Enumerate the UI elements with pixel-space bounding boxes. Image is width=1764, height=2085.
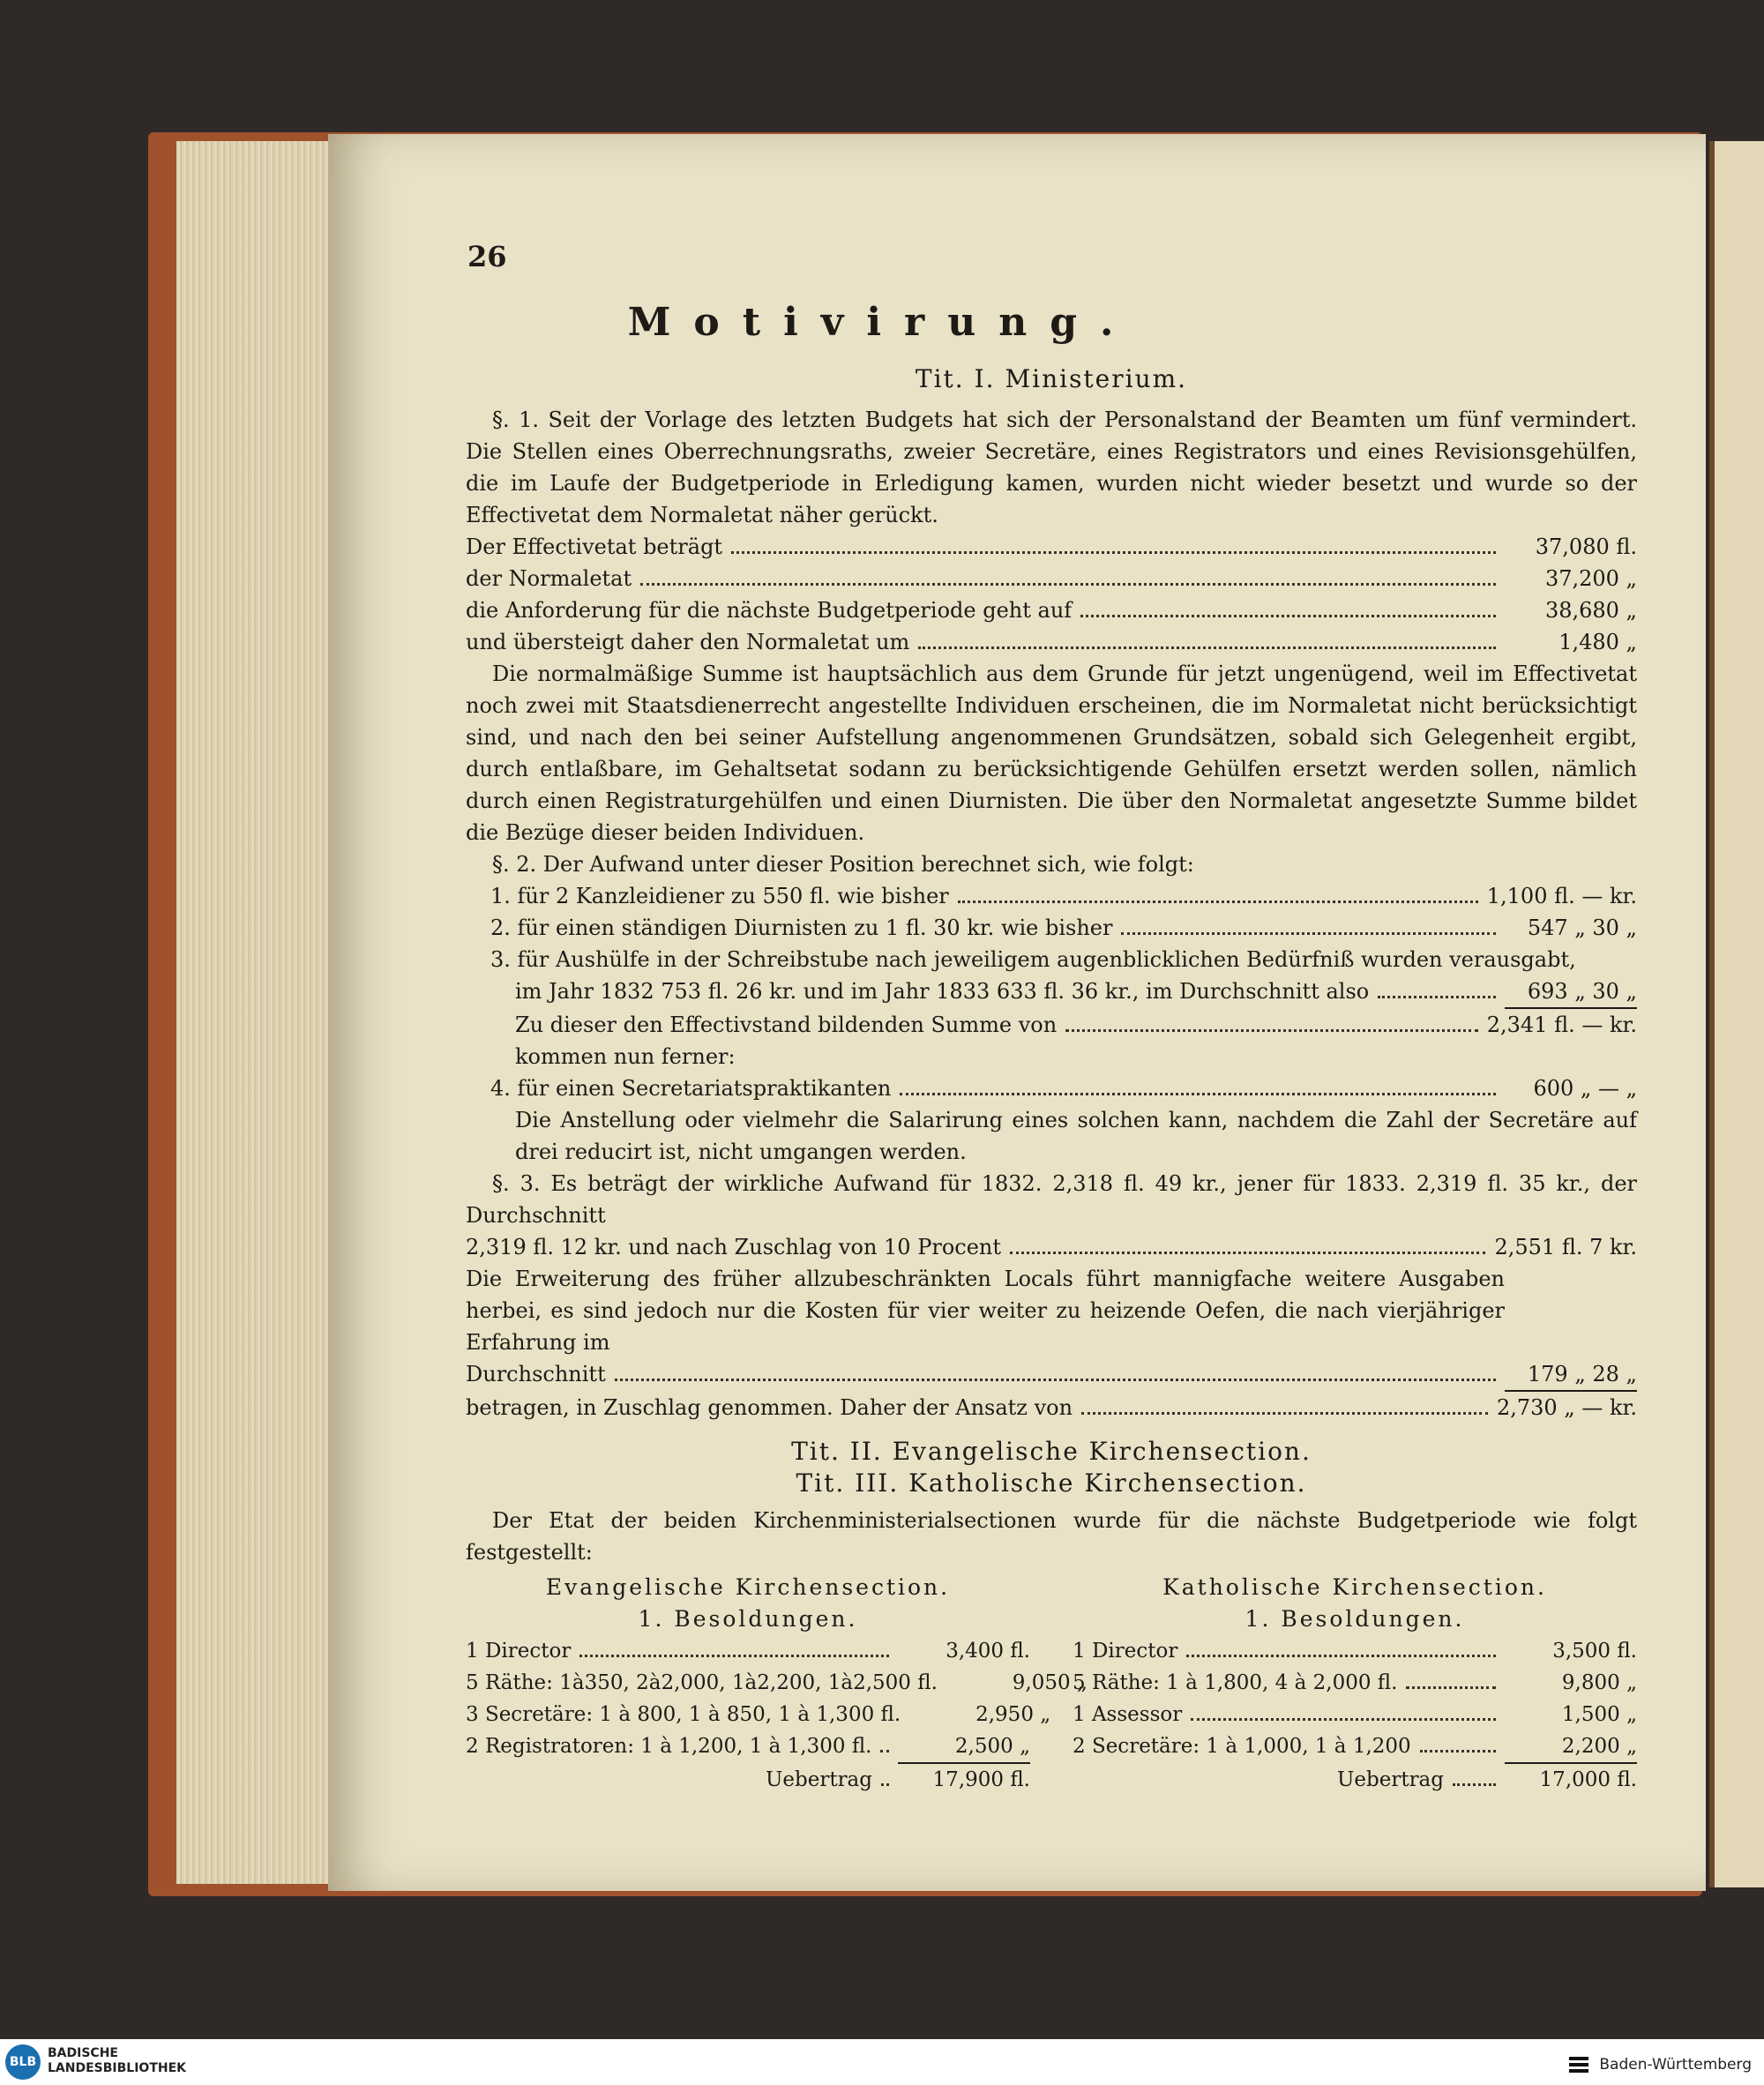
paragraph-etat: Der Etat der beiden Kirchenministerialsectionen wurde für die nächste Budgetperiode wie folgt festgestellt: bbox=[466, 1508, 1637, 1565]
paragraph-s1: §. 1. Seit der Vorlage des letzten Budgets hat sich der Personalstand der Beamten um fünf vermindert. Die Stellen eines Oberrechnungsraths, zweier Secretäre, eines Registrators und eines Revisionsgehülfen, die im Laufe der Budgetperiode in Erledigung kamen, wurden nicht wieder besetzt und wurde so der Effectivetat dem Normaletat näher gerückt. bbox=[466, 407, 1637, 527]
section-title-tit3: Tit. III. Katholische Kirchensection. bbox=[796, 1468, 1307, 1498]
salary-row bbox=[466, 1699, 1051, 1730]
ledger-value: 1,100 fl. — kr. bbox=[1486, 884, 1637, 908]
salary-value: 3,400 fl. bbox=[946, 1640, 1030, 1663]
leader-dots bbox=[1453, 1783, 1496, 1786]
salary-row bbox=[1073, 1635, 1637, 1667]
ledger-label: die Anforderung für die nächste Budgetperiode geht auf bbox=[466, 598, 1073, 623]
salary-total-value: 17,000 fl. bbox=[1539, 1768, 1637, 1791]
ledger-value: 1,480 „ bbox=[1558, 630, 1637, 654]
ledger-value: 37,080 fl. bbox=[1535, 534, 1637, 559]
leader-dots bbox=[1420, 1750, 1496, 1752]
section-title-tit2: Tit. II. Evangelische Kirchensection. bbox=[791, 1437, 1312, 1466]
ledger-effectivetat bbox=[466, 531, 1637, 658]
ledger-label: Durchschnitt bbox=[466, 1362, 606, 1386]
leader-dots bbox=[958, 901, 1478, 903]
leader-dots bbox=[900, 1093, 1496, 1095]
salary-row bbox=[1073, 1730, 1637, 1764]
ledger-row bbox=[466, 880, 1637, 912]
leader-dots bbox=[1080, 615, 1496, 617]
state-name: Baden-Württemberg bbox=[1599, 2056, 1752, 2074]
salary-total-value: 17,900 fl. bbox=[932, 1768, 1030, 1791]
evangelical-column bbox=[466, 1572, 1088, 1796]
ledger-row bbox=[466, 531, 1637, 563]
salary-value: 9,050 „ bbox=[1012, 1671, 1088, 1694]
salary-label: 5 Räthe: 1 à 1,800, 4 à 2,000 fl. bbox=[1073, 1671, 1398, 1694]
leader-dots bbox=[1081, 1412, 1488, 1415]
ledger-row bbox=[466, 594, 1637, 626]
ledger-row bbox=[466, 1358, 1637, 1392]
leader-dots bbox=[1186, 1655, 1496, 1657]
leader-dots bbox=[1065, 1029, 1478, 1032]
salary-label: 1 Director bbox=[1073, 1640, 1178, 1663]
state-lions-icon bbox=[1566, 2051, 1592, 2078]
salary-value: 3,500 fl. bbox=[1552, 1640, 1637, 1663]
salary-total-label: Uebertrag bbox=[1337, 1768, 1444, 1791]
column-subtitle: 1. Besoldungen. bbox=[638, 1606, 858, 1632]
ledger-value: 2,551 fl. 7 kr. bbox=[1494, 1235, 1637, 1259]
ledger-label: und übersteigt daher den Normaletat um bbox=[466, 630, 910, 654]
ledger-value: 38,680 „ bbox=[1544, 598, 1637, 623]
library-name-line2: LANDESBIBLIOTHEK bbox=[48, 2061, 187, 2075]
leader-dots bbox=[1406, 1686, 1496, 1689]
paragraph-s3: §. 3. Es beträgt der wirkliche Aufwand für 1832. 2,318 fl. 49 kr., jener für 1833. 2,319 fl. 35 kr., der Durchschnitt bbox=[466, 1171, 1637, 1228]
ledger-row bbox=[466, 1231, 1637, 1263]
leader-dots bbox=[880, 1750, 889, 1752]
paragraph-s2: §. 2. Der Aufwand unter dieser Position berechnet sich, wie folgt: bbox=[492, 852, 1194, 877]
salary-total-row bbox=[1073, 1764, 1637, 1796]
leader-dots bbox=[1191, 1718, 1496, 1721]
leader-dots bbox=[1121, 932, 1496, 935]
leader-dots bbox=[1378, 996, 1496, 998]
ledger-label: 2,319 fl. 12 kr. und nach Zuschlag von 10 Procent bbox=[466, 1235, 1002, 1259]
salary-value: 2,950 „ bbox=[975, 1703, 1051, 1726]
leader-dots bbox=[1010, 1252, 1485, 1254]
paragraph-s3-local: Die Erweiterung des früher allzubeschränkten Locals führt mannigfache weitere Ausgaben herbei, es sind jedoch nur die Kosten für vier weiter zu heizende Oefen, die nach vierjähriger Erfahrung im bbox=[466, 1267, 1505, 1355]
salary-label: 1 Director bbox=[466, 1640, 572, 1663]
ledger-label: Zu dieser den Effectivstand bildenden Summe von bbox=[515, 1013, 1058, 1037]
column-title: Evangelische Kirchensection. bbox=[545, 1574, 951, 1600]
ledger-label: 4. für einen Secretariatspraktikanten bbox=[490, 1076, 892, 1101]
facing-page-edge bbox=[1709, 141, 1764, 1887]
ledger-more-text: kommen nun ferner: bbox=[515, 1044, 736, 1069]
ledger-value: 693 „ 30 „ bbox=[1505, 975, 1637, 1009]
salary-row bbox=[1073, 1667, 1637, 1699]
ledger-label: der Normaletat bbox=[466, 566, 632, 591]
salary-value: 2,200 „ bbox=[1505, 1730, 1637, 1764]
ledger-value: 547 „ 30 „ bbox=[1527, 915, 1637, 940]
salary-value: 9,800 „ bbox=[1561, 1671, 1637, 1694]
leader-dots bbox=[640, 583, 1496, 586]
ledger-item3-text: 3. für Aushülfe in der Schreibstube nach jeweiligem augenblicklichen Bedürfniß wurden verausgabt, bbox=[490, 947, 1576, 972]
ledger-label: im Jahr 1832 753 fl. 26 kr. und im Jahr 1833 633 fl. 36 kr., im Durchschnitt also bbox=[515, 979, 1370, 1004]
ledger-label: 1. für 2 Kanzleidiener zu 550 fl. wie bisher bbox=[490, 884, 949, 908]
ledger-value: 179 „ 28 „ bbox=[1505, 1358, 1637, 1392]
paragraph-s1-explanation: Die normalmäßige Summe ist hauptsächlich aus dem Grunde für jetzt ungenügend, weil im Effectivetat noch zwei mit Staatsdienerrecht angestellte Individuen erscheinen, die im Normaletat nicht berücksichtigt sind, und nach den bei seiner Aufstellung angenommenen Grundsätzen, sobald sich Gelegenheit ergibt, durch entlaßbare, im Gehaltsetat sodann zu berücksichtigende Gehülfen ersetzt werden sollen, nämlich durch einen Registraturgehülfen und einen Diurnisten. Die über den Normaletat angesetzte Summe bildet die Bezüge dieser beiden Individuen. bbox=[466, 661, 1637, 845]
ledger-row bbox=[466, 626, 1637, 658]
ledger-label: 2. für einen ständigen Diurnisten zu 1 fl. 30 kr. wie bisher bbox=[490, 915, 1113, 940]
catholic-column bbox=[1073, 1572, 1637, 1796]
leader-dots bbox=[579, 1655, 889, 1657]
library-name-line1: BADISCHE bbox=[48, 2046, 118, 2060]
column-title: Katholische Kirchensection. bbox=[1162, 1574, 1547, 1600]
ledger-item4-note: Die Anstellung oder vielmehr die Salarirung eines solchen kann, nachdem die Zahl der Secretäre auf drei reducirt ist, nicht umgangen werden. bbox=[515, 1108, 1637, 1164]
salary-value: 2,500 „ bbox=[898, 1730, 1030, 1764]
salary-row bbox=[466, 1667, 1088, 1699]
salary-total-label: Uebertrag bbox=[766, 1768, 872, 1791]
salary-columns bbox=[466, 1572, 1637, 1796]
viewer-footer bbox=[0, 2039, 1764, 2085]
ledger-label: betragen, in Zuschlag genommen. Daher der Ansatz von bbox=[466, 1395, 1073, 1420]
ledger-value: 37,200 „ bbox=[1544, 566, 1637, 591]
salary-row bbox=[466, 1635, 1030, 1667]
salary-row bbox=[1073, 1699, 1637, 1730]
library-name bbox=[48, 2046, 186, 2076]
salary-label: 5 Räthe: 1à350, 2à2,000, 1à2,200, 1à2,500 fl. bbox=[466, 1671, 938, 1694]
leader-dots bbox=[731, 551, 1496, 554]
page-number: 26 bbox=[467, 240, 507, 273]
section-title-tit1: Tit. I. Ministerium. bbox=[915, 364, 1188, 393]
page-stack bbox=[176, 141, 335, 1884]
salary-value: 1,500 „ bbox=[1561, 1703, 1637, 1726]
salary-label: 1 Assessor bbox=[1073, 1703, 1183, 1726]
ledger-label: Der Effectivetat beträgt bbox=[466, 534, 723, 559]
page-content bbox=[466, 231, 1637, 1796]
ledger-value: 600 „ — „ bbox=[1533, 1076, 1637, 1101]
ledger-row bbox=[466, 975, 1637, 1009]
salary-label: 3 Secretäre: 1 à 800, 1 à 850, 1 à 1,300 fl. bbox=[466, 1703, 901, 1726]
state-branding[interactable] bbox=[1566, 2051, 1752, 2078]
ledger-total-row bbox=[466, 1392, 1637, 1424]
salary-total-row bbox=[466, 1764, 1030, 1796]
blb-logo[interactable]: BLB bbox=[5, 2044, 41, 2080]
ledger-row bbox=[466, 1072, 1637, 1104]
ledger-value: 2,730 „ — kr. bbox=[1496, 1395, 1637, 1420]
salary-label: 2 Registratoren: 1 à 1,200, 1 à 1,300 fl. bbox=[466, 1735, 872, 1758]
column-subtitle: 1. Besoldungen. bbox=[1245, 1606, 1465, 1632]
leader-dots bbox=[881, 1783, 889, 1786]
ledger-value: 2,341 fl. — kr. bbox=[1486, 1013, 1637, 1037]
ledger-row bbox=[466, 912, 1637, 944]
leader-dots bbox=[918, 646, 1496, 649]
page-heading: Motivirung. bbox=[627, 300, 1137, 345]
salary-label: 2 Secretäre: 1 à 1,000, 1 à 1,200 bbox=[1073, 1735, 1411, 1758]
salary-row bbox=[466, 1730, 1030, 1764]
ledger-sum-row bbox=[466, 1009, 1637, 1041]
ledger-row bbox=[466, 563, 1637, 594]
leader-dots bbox=[615, 1379, 1496, 1381]
